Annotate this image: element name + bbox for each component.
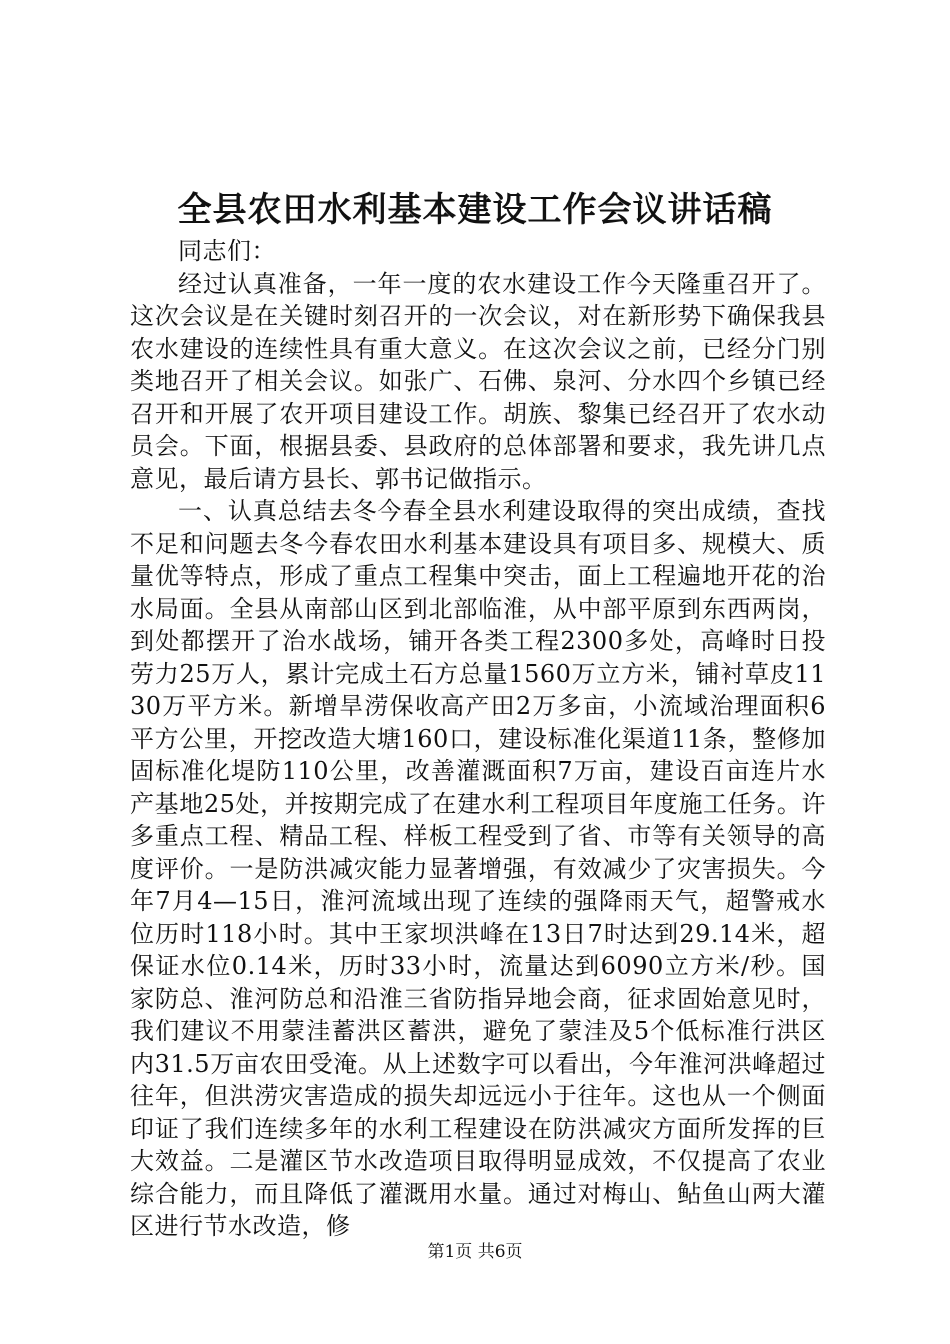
salutation: 同志们： bbox=[178, 237, 276, 265]
paragraph-section-one: 一、认真总结去冬今春全县水利建设取得的突出成绩，查找不足和问题去冬今春农田水利基本建设具有项目多、规模大、质量优等特点，形成了重点工程集中突击，面上工程遍地开花的治水局面。全县从南部山区到北部临淮，从中部平原到东西两岗，到处都摆开了治水战场，铺开各类工程2300多处，高峰时日投劳力25万人，累计完成土石方总量1560万立方米，铺衬草皮1130万平方米。新增旱涝保收高产田2万多亩，小流域治理面积6平方公里，开挖改造大塘160口，建设标准化渠道11条，整修加固标准化堤防110公里，改善灌溉面积7万亩，建设百亩连片水产基地25处，并按期完成了在建水利工程项目年度施工任务。许多重点工程、精品工程、样板工程受到了省、市等有关领导的高度评价。一是防洪减灾能力显著增强，有效减少了灾害损失。今年7月4—15日，淮河流域出现了连续的强降雨天气，超警戒水位历时118小时。其中王家坝洪峰在13日7时达到29.14米，超保证水位0.14米，历时33小时，流量达到6090立方米/秒。国家防总、淮河防总和沿淮三省防指异地会商，征求固始意见时，我们建议不用蒙洼蓄洪区蓄洪，避免了蒙洼及5个低标准行洪区内31.5万亩农田受淹。从上述数字可以看出，今年淮河洪峰超过往年，但洪涝灾害造成的损失却远远小于往年。这也从一个侧面印证了我们连续多年的水利工程建设在防洪减灾方面所发挥的巨大效益。二是灌区节水改造项目取得明显成效，不仅提高了农业综合能力，而且降低了灌溉用水量。通过对梅山、鲇鱼山两大灌区进行节水改造，修 bbox=[130, 497, 826, 1240]
paragraph-opening: 经过认真准备，一年一度的农水建设工作今天隆重召开了。这次会议是在关键时刻召开的一次会议，对在新形势下确保我县农水建设的连续性具有重大意义。在这次会议之前，已经分门别类地召开了相关会议。如张广、石佛、泉河、分水四个乡镇已经召开和开展了农开项目建设工作。胡族、黎集已经召开了农水动员会。下面，根据县委、县政府的总体部署和要求，我先讲几点意见，最后请方县长、郭书记做指示。 bbox=[130, 269, 826, 493]
document-title: 全县农田水利基本建设工作会议讲话稿 bbox=[177, 190, 773, 230]
document-body bbox=[130, 235, 826, 1243]
page-footer: 第1页 共6页 bbox=[427, 1242, 523, 1262]
